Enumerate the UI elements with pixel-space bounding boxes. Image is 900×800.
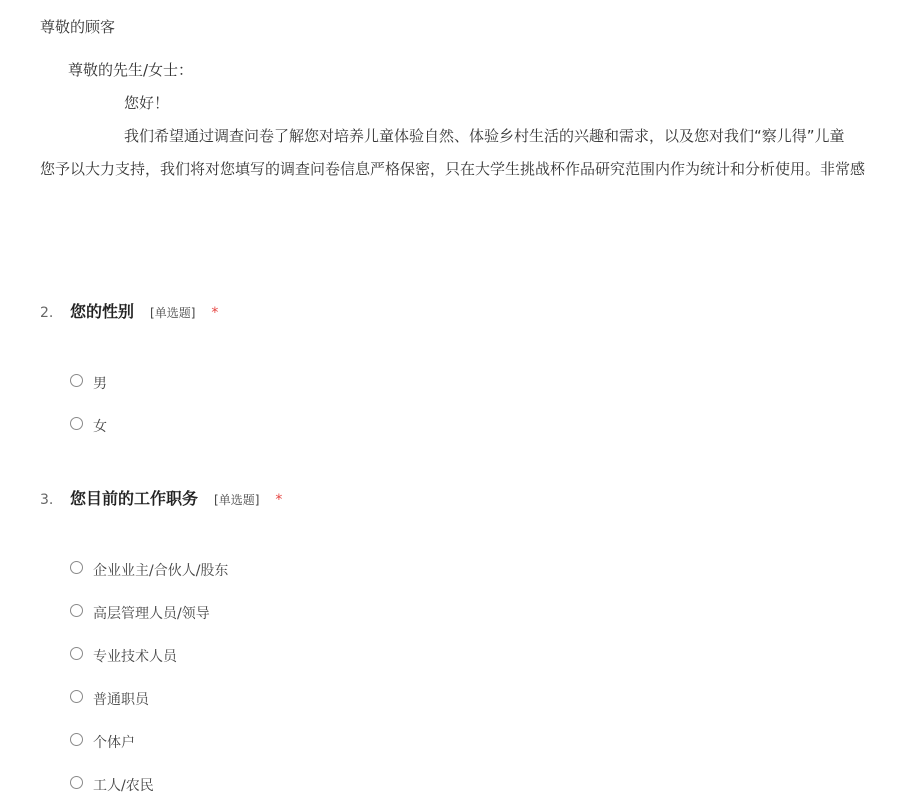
radio-button[interactable] (70, 374, 83, 387)
radio-button[interactable] (70, 733, 83, 746)
option-label: 企业业主/合伙人/股东 (93, 562, 229, 579)
radio-button[interactable] (70, 776, 83, 789)
required-mark: * (275, 492, 283, 508)
gender-options (70, 359, 107, 445)
question-number: 2. (40, 305, 54, 321)
question-title-row (40, 299, 218, 323)
required-mark: * (211, 305, 219, 321)
question-type-label: [单选题] (150, 306, 196, 320)
intro-line-1: 我们希望通过调查问卷了解您对培养儿童体验自然、体验乡村生活的兴趣和需求，以及您对我们“察儿得”儿童 (124, 127, 845, 145)
question-gender (40, 299, 218, 323)
question-title-row (40, 486, 282, 510)
radio-option-male[interactable] (70, 359, 107, 402)
radio-button[interactable] (70, 604, 83, 617)
question-job-title (40, 486, 282, 510)
job-options (70, 546, 228, 800)
radio-option-worker-farmer[interactable] (70, 761, 228, 800)
intro-text (40, 54, 900, 186)
radio-option-senior-manager[interactable] (70, 589, 228, 632)
radio-option-owner[interactable] (70, 546, 228, 589)
option-label: 专业技术人员 (93, 648, 177, 665)
question-title: 您目前的工作职务 (70, 489, 199, 508)
option-label: 工人/农民 (93, 777, 154, 794)
question-number: 3. (40, 492, 54, 508)
radio-button[interactable] (70, 561, 83, 574)
option-label: 普通职员 (93, 691, 149, 708)
radio-button[interactable] (70, 647, 83, 660)
radio-option-staff[interactable] (70, 675, 228, 718)
radio-button[interactable] (70, 417, 83, 430)
radio-option-self-employed[interactable] (70, 718, 228, 761)
radio-option-technical-staff[interactable] (70, 632, 228, 675)
intro-salutation: 尊敬的先生/女士： (68, 61, 194, 79)
intro-line-2: 您予以大力支持，我们将对您填写的调查问卷信息严格保密，只在大学生挑战杯作品研究范围内作为统计和分析使用。非常感 (40, 160, 866, 178)
radio-button[interactable] (70, 690, 83, 703)
intro-hello: 您好！ (124, 94, 170, 112)
option-label: 男 (93, 375, 107, 392)
page-heading: 尊敬的顾客 (40, 18, 116, 36)
option-label: 高层管理人员/领导 (93, 605, 210, 622)
option-label: 女 (93, 418, 107, 435)
question-title: 您的性别 (70, 302, 135, 321)
question-type-label: [单选题] (214, 493, 260, 507)
option-label: 个体户 (93, 734, 135, 751)
radio-option-female[interactable] (70, 402, 107, 445)
